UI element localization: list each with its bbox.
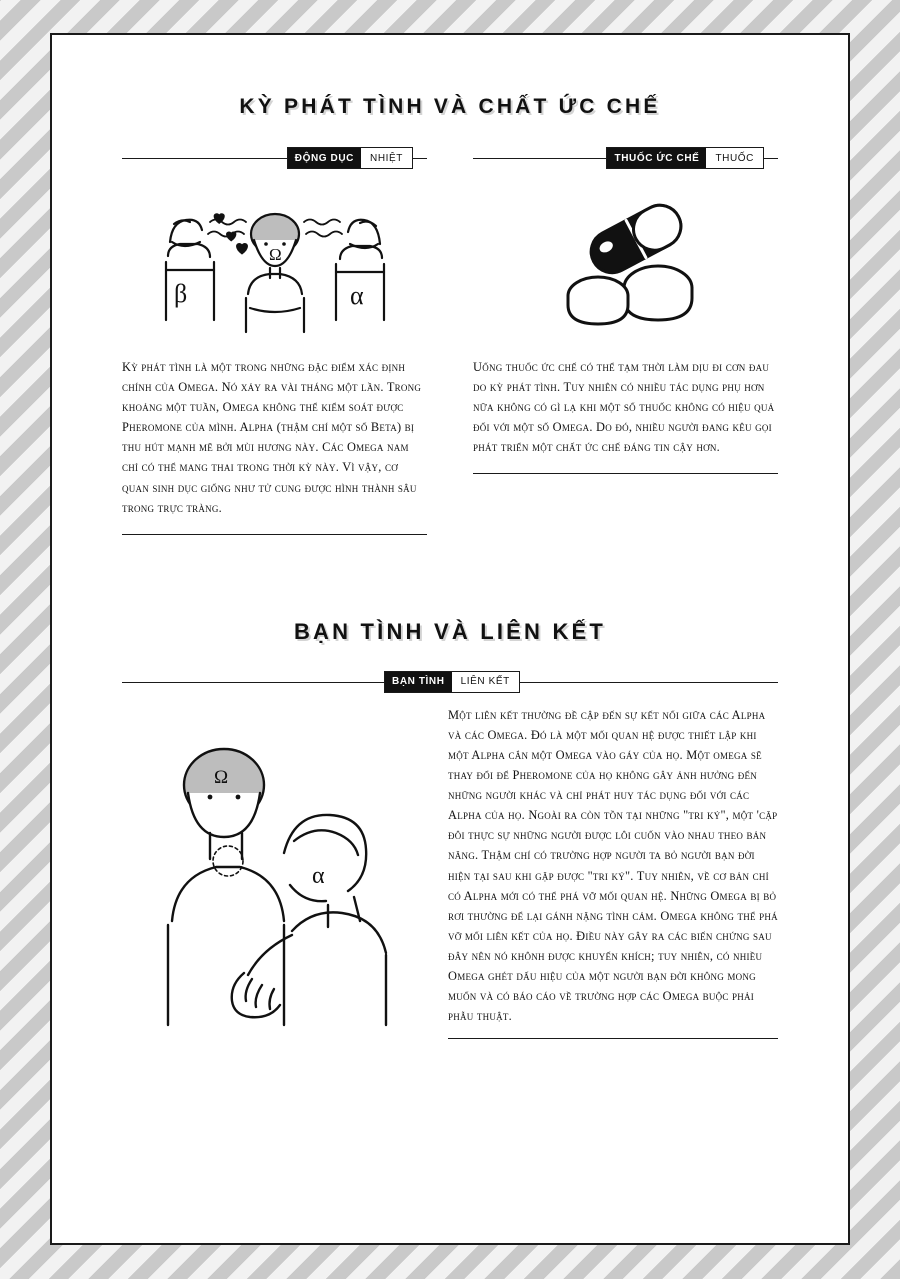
labelbar-heat bbox=[122, 147, 427, 169]
body-text-heat: Kỳ phát tình là một trong những đặc điểm xác định chính của Omega. Nó xảy ra vài tháng một lần. Trong khoảng một tuần, Omega không thể kiểm soát được Pheromone của mình. Alpha (thậm chí một số Beta) bị thu hút mạnh mẽ bởi mùi hương này. Các Omega nam chỉ có thể mang thai trong thời kỳ này. Vì vậy, cơ quan sinh dục giống như tử cung được hình thành sâu trong trực tràng. bbox=[122, 360, 422, 515]
chip-bond bbox=[384, 671, 520, 693]
column-rule-suppressant bbox=[473, 473, 778, 474]
svg-text:α: α bbox=[349, 280, 364, 310]
document-inner bbox=[52, 35, 848, 1243]
section-title-heat: KỲ PHÁT TÌNH VÀ CHẤT ỨC CHẾ bbox=[239, 95, 661, 118]
pills-icon bbox=[473, 179, 778, 339]
chip-value-heat: NHIỆT bbox=[361, 148, 412, 168]
svg-text:Ω: Ω bbox=[268, 244, 282, 264]
body-text-suppressant: Uống thuốc ức chế có thể tạm thời làm dịu đi cơn đau do kỳ phát tình. Tuy nhiên có nhiều tác dụng phụ hơn nữa không có gì lạ khi một số thuốc không có hiệu quả đối với một số Omega. Do đó, nhiều người đang kêu gọi phát triển một chất ức chế đáng tin cậy hơn. bbox=[473, 360, 775, 455]
column-suppressant bbox=[473, 147, 778, 474]
two-column-area bbox=[122, 147, 778, 535]
section-title-bond: BẠN TÌNH VÀ LIÊN KẾT bbox=[293, 618, 607, 644]
bond-section bbox=[122, 671, 778, 1048]
bond-content bbox=[122, 705, 778, 1048]
column-heat bbox=[122, 147, 427, 535]
svg-text:β: β bbox=[173, 278, 187, 308]
column-rule-heat bbox=[122, 534, 427, 535]
bond-text-wrap bbox=[448, 705, 778, 1048]
labelbar-suppressant bbox=[473, 147, 778, 169]
chip-value-suppressant: THUỐC bbox=[706, 148, 763, 168]
bonding-couple-icon bbox=[122, 705, 422, 1035]
svg-text:α: α bbox=[312, 862, 325, 889]
chip-key-heat: ĐỘNG DỤC bbox=[288, 148, 361, 168]
chip-key-bond: BẠN TÌNH bbox=[385, 672, 452, 692]
chip-suppressant bbox=[606, 147, 764, 169]
chip-key-suppressant: THUỐC ỨC CHẾ bbox=[607, 148, 706, 168]
chip-value-bond: LIÊN KẾT bbox=[452, 672, 519, 692]
heat-scene-icon bbox=[122, 179, 427, 339]
bond-rule bbox=[448, 1038, 778, 1039]
labelbar-bond bbox=[122, 671, 778, 693]
document-sheet bbox=[50, 33, 850, 1245]
body-text-bond: Một liên kết thường đề cập đến sự kết nối giữa các Alpha và các Omega. Đó là một mối quan hệ được thiết lập khi một Alpha cắn một Omega vào gáy của họ. Một omega sẽ thay đổi để Pheromone của họ không gây ảnh hưởng đến những người khác và chỉ phát huy tác dụng đối với các Alpha của họ. Ngoài ra còn tồn tại những "tri kỷ", một 'cặp đôi thực sự những người được lôi cuốn vào nhau theo bản năng. Thậm chí có trường hợp người ta bỏ người bạn đời hiện tại sau khi gặp được "tri kỷ". Tuy nhiên, về cơ bản chỉ có Alpha mới có thể phá vỡ mối quan hệ. Những Omega bị bỏ rơi thường để lại gánh nặng tình cảm. Omega không thể phá vỡ mối liên kết của họ. Điều này gây ra các biến chứng sau đây nên nó khônh được khuyến khích; tuy nhiên, có nhiều Omega ghét dấu hiệu của một người bạn đời không mong muốn và có báo cáo về trường hợp các Omega buộc phải phẫu thuật. bbox=[448, 707, 778, 1024]
chip-heat bbox=[287, 147, 413, 169]
svg-text:Ω: Ω bbox=[214, 766, 229, 788]
